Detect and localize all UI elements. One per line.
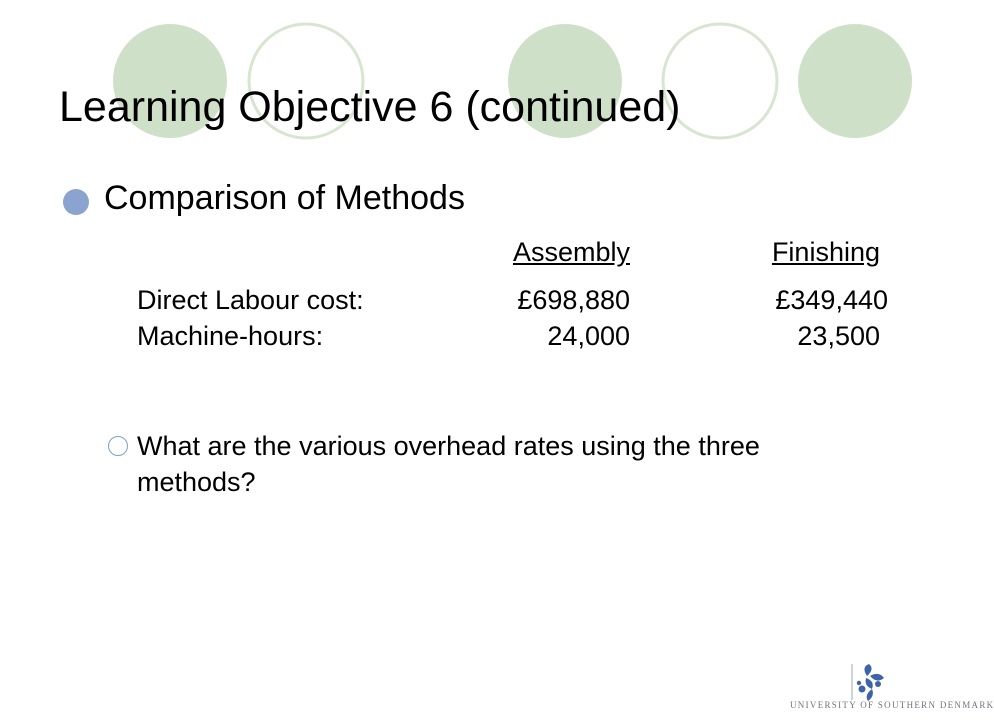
university-logo-icon: [788, 662, 898, 702]
decorative-circles: [0, 0, 960, 160]
question-text: What are the various overhead rates using the three methods?: [137, 431, 760, 497]
row-label-labour: Direct Labour cost:: [137, 285, 364, 315]
value-labour-finishing: £349,440: [775, 285, 888, 315]
value-machine-assembly: 24,000: [547, 321, 630, 351]
sub-bullet-icon: [108, 436, 128, 456]
value-machine-finishing: 23,500: [797, 321, 880, 351]
header-assembly: Assembly: [512, 237, 630, 267]
bullet-marker: [63, 189, 89, 215]
slide-title: Learning Objective 6 (continued): [59, 83, 681, 131]
row-label-machine: Machine-hours:: [137, 321, 324, 351]
bullet-heading: Comparison of Methods: [104, 179, 465, 217]
value-labour-assembly: £698,880: [517, 285, 630, 315]
header-finishing: Finishing: [771, 237, 880, 267]
university-name: UNIVERSITY OF SOUTHERN DENMARK: [790, 700, 994, 710]
circle-filled-3: [798, 24, 912, 138]
